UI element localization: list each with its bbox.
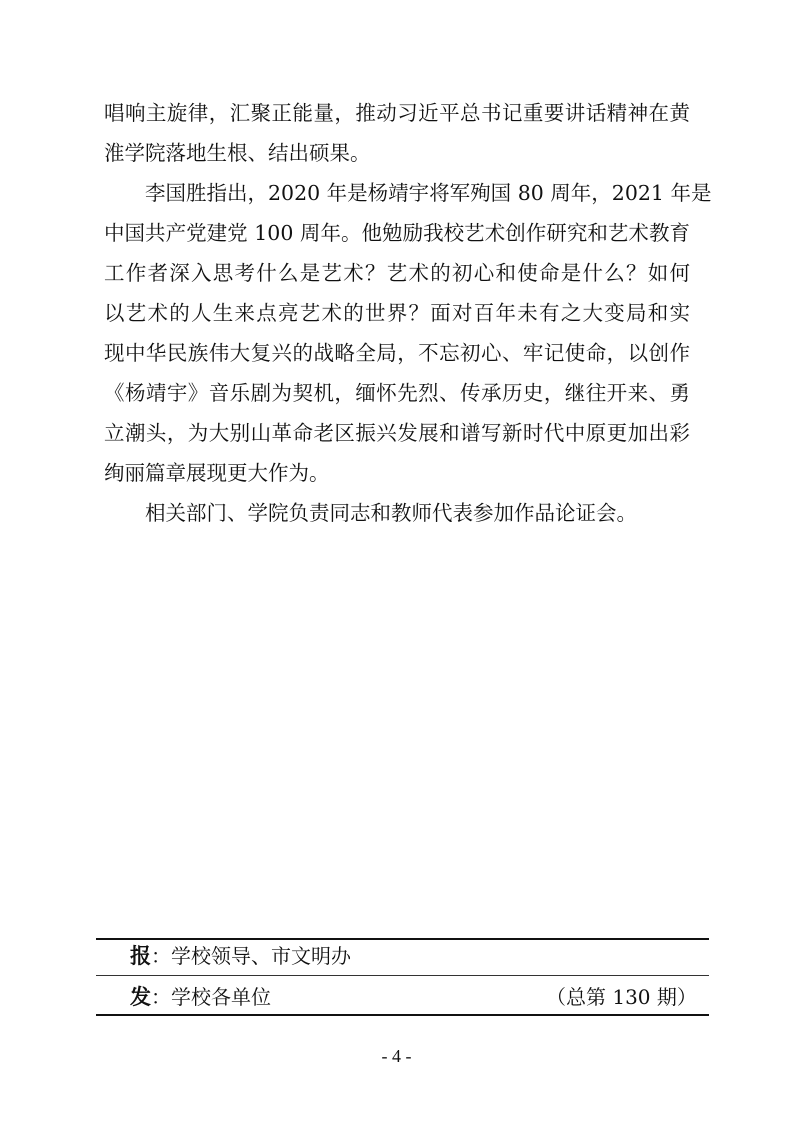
body-line: 《杨靖宇》音乐剧为契机，缅怀先烈、传承历史，继往开来、勇	[104, 381, 690, 405]
footer-top-rule	[96, 938, 709, 940]
report-label: 报	[130, 944, 151, 968]
body-line: 李国胜指出，2020 年是杨靖宇将军殉国 80 周年，2021 年是	[104, 181, 712, 205]
body-line: 淮学院落地生根、结出硕果。	[104, 141, 371, 165]
body-line: 工作者深入思考什么是艺术？艺术的初心和使命是什么？如何	[104, 261, 690, 285]
body-line: 唱响主旋律，汇聚正能量，推动习近平总书记重要讲话精神在黄	[104, 101, 690, 125]
report-recipients: ：学校领导、市文明办	[151, 944, 351, 968]
send-recipients: ：学校各单位	[151, 985, 271, 1009]
body-line: 立潮头，为大别山革命老区振兴发展和谱写新时代中原更加出彩	[104, 421, 690, 445]
send-row	[130, 983, 271, 1011]
body-line: 中国共产党建党 100 周年。他勉励我校艺术创作研究和艺术教育	[104, 221, 690, 245]
issue-number: （总第 130 期）	[546, 985, 697, 1009]
body-line: 绚丽篇章展现更大作为。	[104, 461, 330, 485]
body-line: 以艺术的人生来点亮艺术的世界？面对百年未有之大变局和实	[104, 301, 690, 325]
send-label: 发	[130, 985, 151, 1009]
page-number: - 4 -	[381, 1046, 412, 1066]
body-line: 相关部门、学院负责同志和教师代表参加作品论证会。	[104, 501, 637, 525]
footer-middle-rule	[96, 975, 709, 976]
body-line: 现中华民族伟大复兴的战略全局，不忘初心、牢记使命，以创作	[104, 341, 690, 365]
footer-bottom-rule	[96, 1014, 709, 1016]
report-row	[130, 942, 351, 970]
